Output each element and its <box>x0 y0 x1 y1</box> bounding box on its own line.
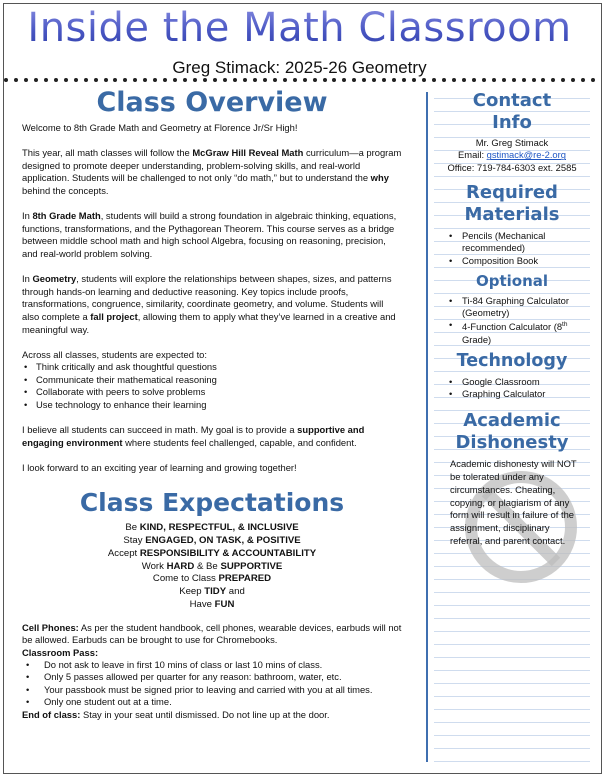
email-link[interactable]: gstimack@re-2.org <box>486 149 566 161</box>
expectation-line: Be KIND, RESPECTFUL, & INCLUSIVE <box>125 522 299 534</box>
contact-heading: Contact Info <box>472 90 552 133</box>
rules-section <box>22 622 402 721</box>
column-divider <box>426 92 428 762</box>
contact-details <box>434 137 590 174</box>
optional-heading: Optional <box>475 271 549 290</box>
closing-text: I look forward to an exciting year of learning and growing together! <box>22 462 297 474</box>
page-subtitle: Greg Stimack: 2025-26 Geometry <box>172 58 427 77</box>
class-overview-heading: Class Overview <box>96 87 328 118</box>
list-item: • Google Classroom <box>434 376 590 388</box>
expectation-line: Stay ENGAGED, ON TASK, & POSITIVE <box>123 535 301 547</box>
pass-list <box>22 659 402 709</box>
class-expectations-heading: Class Expectations <box>79 488 345 518</box>
expect-list <box>22 361 402 411</box>
grade8-paragraph: In 8th Grade Math, students will build a strong foundation in algebraic thinking, equations, functions, transformations, and the Pythagorean Theorem. This course serves as a bridge between middle school math and high school Algebra, focusing on reasoning, precision, and real-world problem solving. <box>22 210 397 259</box>
list-item: • 4-Function Calculator (8th Grade) <box>434 319 590 346</box>
right-column <box>434 86 590 766</box>
curriculum-paragraph: This year, all math classes will follow the McGraw Hill Reveal Math curriculum—a program designed to promote deeper understanding, problem-solving skills, and real-world application. Students will be challenged to not only “do math,” but to understand the why behind the concepts. <box>22 147 402 196</box>
geometry-paragraph: In Geometry, students will explore the relationships between shapes, sizes, and patterns through hands-on learning and deductive reasoning. Key topics include proofs, transformations, congruence, similarity, coordinate geometry, and volume. Students will also complete a fall project, allowing them to apply what they’ve learned in a creative and meaningful way. <box>22 273 396 335</box>
list-item: • Composition Book <box>434 255 590 267</box>
page-title: Inside the Math Classroom <box>0 4 599 52</box>
list-item: • Only 5 passes allowed per quarter for any reason: bathroom, water, etc. <box>22 671 402 683</box>
welcome-text: Welcome to 8th Grade Math and Geometry at Florence Jr/Sr High! <box>22 122 298 133</box>
materials-heading: Required Materials <box>464 182 560 226</box>
belief-paragraph: I believe all students can succeed in math. My goal is to provide a supportive and engaging environment where students feel challenged, capable, and confident. <box>22 424 365 448</box>
dishonesty-text: Academic dishonesty will NOT be tolerated under any circumstances. Cheating, copying, or plagiarism of any form will result in failure of the assignment, disciplinary referral, and parent contact. <box>450 458 577 546</box>
left-column <box>22 86 402 721</box>
expectation-line: Keep TIDY and <box>179 586 245 598</box>
technology-heading: Technology <box>456 350 568 371</box>
teacher-name: Mr. Greg Stimack <box>475 137 549 148</box>
materials-list <box>434 230 590 267</box>
overview-body <box>22 122 402 475</box>
list-item: • Communicate their mathematical reasoning <box>22 374 402 387</box>
cell-phones-rule: Cell Phones: As per the student handbook, cell phones, wearable devices, earbuds will not be allowed. Earbuds can be brought to use for Chromebooks. <box>22 621 402 646</box>
expectation-line: Come to Class PREPARED <box>152 573 272 585</box>
expectation-line: Have FUN <box>189 599 235 610</box>
end-of-class-rule: End of class: Stay in your seat until dismissed. Do not line up at the door. <box>22 708 330 720</box>
email-line: Email: gstimack@re-2.org <box>458 149 566 161</box>
list-item: • Only one student out at a time. <box>22 696 402 708</box>
technology-list <box>434 376 590 400</box>
list-item: • Pencils (Mechanical recommended) <box>434 230 590 254</box>
optional-list <box>434 295 590 346</box>
dishonesty-heading: Academic Dishonesty <box>455 410 569 454</box>
expectation-line: Accept RESPONSIBILITY & ACCOUNTABILITY <box>107 547 317 559</box>
classroom-pass-label: Classroom Pass: <box>22 646 99 658</box>
list-item: • Ti-84 Graphing Calculator (Geometry) <box>434 295 590 319</box>
office-phone: Office: 719-784-6303 ext. 2585 <box>447 161 577 173</box>
list-item: • Your passbook must be signed prior to leaving and carried with you at all times. <box>22 684 402 696</box>
list-item: • Graphing Calculator <box>434 388 590 400</box>
expectation-line: Work HARD & Be SUPPORTIVE <box>141 560 283 572</box>
list-item: • Do not ask to leave in first 10 mins of class or last 10 mins of class. <box>22 659 402 671</box>
list-item: • Use technology to enhance their learning <box>22 399 402 412</box>
expectations-list <box>22 522 402 612</box>
list-item: • Think critically and ask thoughtful questions <box>22 361 402 374</box>
expect-intro: Across all classes, students are expected to: <box>22 348 207 360</box>
dotted-divider <box>4 76 596 84</box>
list-item: • Collaborate with peers to solve problems <box>22 386 402 399</box>
